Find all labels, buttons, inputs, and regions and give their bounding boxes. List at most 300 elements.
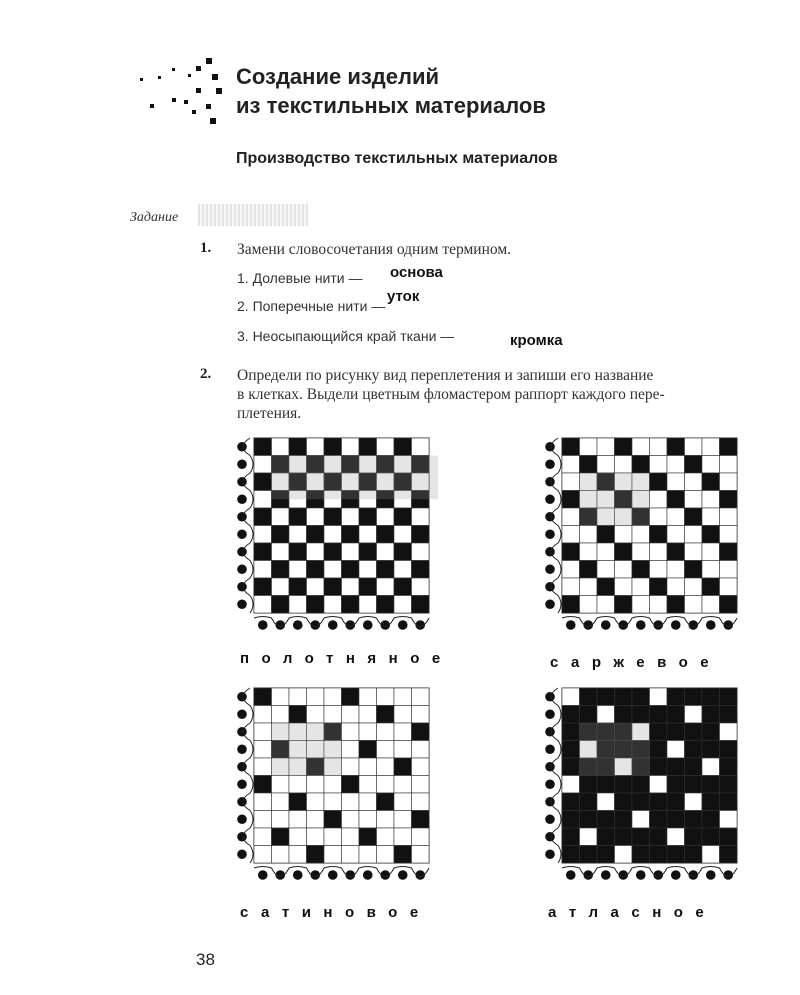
weave-cell xyxy=(254,846,272,864)
rapport-highlight xyxy=(580,473,650,526)
weave-cell xyxy=(615,438,633,456)
weave-cell xyxy=(289,526,307,544)
weft-thread-dot xyxy=(545,832,555,842)
weave-cell xyxy=(720,758,738,776)
question-2-number: 2. xyxy=(200,366,212,382)
weave-cell xyxy=(650,473,668,491)
weave-cell xyxy=(359,741,377,759)
term-line-1: 1. Долевые нити — xyxy=(237,270,363,286)
weave-cell xyxy=(562,473,580,491)
weave-cell xyxy=(720,793,738,811)
weave-cell xyxy=(632,688,650,706)
weave-cell xyxy=(254,456,272,474)
weave-cell xyxy=(720,561,738,579)
weave-cell xyxy=(342,578,360,596)
warp-thread-dot xyxy=(363,620,373,630)
answer-cells-atlas[interactable]: атласное xyxy=(548,904,717,921)
weave-cell xyxy=(359,706,377,724)
weave-cell xyxy=(667,723,685,741)
weft-thread-dot xyxy=(237,547,247,557)
weave-cell xyxy=(720,846,738,864)
weave-cell xyxy=(254,596,272,614)
weave-cell xyxy=(667,846,685,864)
weave-cell xyxy=(359,578,377,596)
twill-weave-diagram xyxy=(540,432,746,632)
weave-cell xyxy=(650,723,668,741)
weave-cell xyxy=(272,846,290,864)
weft-thread-dot xyxy=(237,582,247,592)
weave-cell xyxy=(702,828,720,846)
weave-cell xyxy=(307,776,325,794)
weft-thread-dot xyxy=(545,582,555,592)
section-subtitle: Производство текстильных материалов xyxy=(236,150,558,167)
weave-cell xyxy=(377,741,395,759)
weave-cell xyxy=(632,561,650,579)
weft-thread-dot xyxy=(545,762,555,772)
weave-cell xyxy=(667,758,685,776)
weave-cell xyxy=(685,758,703,776)
weave-cell xyxy=(289,596,307,614)
weave-cell xyxy=(412,526,430,544)
warp-thread-dot xyxy=(566,620,576,630)
weft-thread-dot xyxy=(545,599,555,609)
weave-cell xyxy=(615,596,633,614)
weave-cell xyxy=(650,526,668,544)
page-number: 38 xyxy=(196,950,215,969)
weft-thread-dot xyxy=(237,762,247,772)
weave-cell xyxy=(412,438,430,456)
weave-cell xyxy=(720,508,738,526)
weave-cell xyxy=(342,793,360,811)
weave-cell xyxy=(685,473,703,491)
weave-cell xyxy=(632,438,650,456)
weave-cell xyxy=(272,706,290,724)
weave-cell xyxy=(377,578,395,596)
weave-cell xyxy=(359,723,377,741)
weave-cell xyxy=(580,456,598,474)
weave-cell xyxy=(342,758,360,776)
weave-cell xyxy=(650,438,668,456)
weave-cell xyxy=(720,456,738,474)
weave-cell xyxy=(342,543,360,561)
weave-cell xyxy=(597,828,615,846)
weave-cell xyxy=(685,543,703,561)
weave-cell xyxy=(562,723,580,741)
warp-thread-dot xyxy=(706,620,716,630)
page-title xyxy=(236,62,546,120)
answer-field-1[interactable]: основа xyxy=(390,264,443,281)
weave-cell xyxy=(702,723,720,741)
weave-cell xyxy=(359,543,377,561)
question-1-number: 1. xyxy=(200,240,212,256)
weave-cell xyxy=(254,793,272,811)
weave-cell xyxy=(685,846,703,864)
weave-cell xyxy=(359,758,377,776)
rapport-highlight xyxy=(272,456,439,500)
weave-cell xyxy=(562,491,580,509)
weave-cell xyxy=(720,723,738,741)
weave-cell xyxy=(324,526,342,544)
question-1-text: Замени словосочетания одним термином. xyxy=(237,241,512,258)
weave-cell xyxy=(650,846,668,864)
weave-cell xyxy=(394,811,412,829)
weave-cell xyxy=(307,561,325,579)
answer-cells-satin[interactable]: сатиновое xyxy=(240,904,431,921)
weave-cell xyxy=(650,688,668,706)
weave-cell xyxy=(615,456,633,474)
weave-cell xyxy=(720,526,738,544)
weave-cell xyxy=(562,596,580,614)
weave-cell xyxy=(685,688,703,706)
weave-cell xyxy=(377,828,395,846)
weave-cell xyxy=(650,491,668,509)
weave-cell xyxy=(580,438,598,456)
weave-cell xyxy=(562,456,580,474)
weft-thread-dot xyxy=(237,709,247,719)
weave-cell xyxy=(702,688,720,706)
weave-cell xyxy=(289,688,307,706)
weave-cell xyxy=(720,706,738,724)
weave-cell xyxy=(702,578,720,596)
weave-cell xyxy=(632,706,650,724)
weft-thread-dot xyxy=(237,599,247,609)
weave-cell xyxy=(615,846,633,864)
warp-thread-dot xyxy=(363,870,373,880)
weave-cell xyxy=(342,723,360,741)
weave-cell xyxy=(412,828,430,846)
weave-cell xyxy=(667,473,685,491)
weave-cell xyxy=(597,776,615,794)
weave-cell xyxy=(650,811,668,829)
weave-cell xyxy=(597,706,615,724)
warp-thread-dot xyxy=(328,870,338,880)
weave-cell xyxy=(597,811,615,829)
weave-cell xyxy=(342,508,360,526)
weave-cell xyxy=(632,846,650,864)
weave-cell xyxy=(254,438,272,456)
weave-cell xyxy=(597,438,615,456)
warp-thread-dot xyxy=(328,620,338,630)
weave-cell xyxy=(685,811,703,829)
warp-thread-dot xyxy=(566,870,576,880)
weave-cell xyxy=(412,596,430,614)
weft-thread-dot xyxy=(237,477,247,487)
weave-cell xyxy=(377,596,395,614)
weave-cell xyxy=(272,526,290,544)
weave-cell xyxy=(720,688,738,706)
weave-cell xyxy=(685,438,703,456)
weave-cell xyxy=(650,508,668,526)
weave-cell xyxy=(342,776,360,794)
weave-cell xyxy=(272,776,290,794)
weave-cell xyxy=(650,828,668,846)
weave-cell xyxy=(685,723,703,741)
weave-cell xyxy=(272,438,290,456)
weave-cell xyxy=(580,811,598,829)
weave-cell xyxy=(254,758,272,776)
weave-cell xyxy=(702,811,720,829)
weave-cell xyxy=(632,776,650,794)
weave-cell xyxy=(377,776,395,794)
weave-cell xyxy=(580,706,598,724)
weave-cell xyxy=(720,776,738,794)
weave-cell xyxy=(667,491,685,509)
warp-thread-dot xyxy=(293,870,303,880)
weave-cell xyxy=(254,811,272,829)
weave-cell xyxy=(685,456,703,474)
weave-cell xyxy=(667,811,685,829)
weave-cell xyxy=(272,811,290,829)
weave-cell xyxy=(562,741,580,759)
weave-cell xyxy=(720,596,738,614)
weave-cell xyxy=(324,706,342,724)
weave-cell xyxy=(307,793,325,811)
weave-cell xyxy=(720,828,738,846)
weave-cell xyxy=(562,793,580,811)
weave-cell xyxy=(394,438,412,456)
weave-cell xyxy=(650,543,668,561)
weave-cell xyxy=(667,596,685,614)
warp-thread-dot xyxy=(601,870,611,880)
weave-cell xyxy=(307,438,325,456)
task-label: Задание xyxy=(130,210,179,225)
weave-cell xyxy=(597,688,615,706)
weft-thread-dot xyxy=(545,529,555,539)
weave-cell xyxy=(702,473,720,491)
weave-cell xyxy=(685,491,703,509)
weave-cell xyxy=(359,508,377,526)
warp-thread-dot xyxy=(636,870,646,880)
weave-cell xyxy=(562,688,580,706)
weave-cell xyxy=(412,793,430,811)
weave-cell xyxy=(562,561,580,579)
weave-cell xyxy=(272,828,290,846)
warp-thread-dot xyxy=(636,620,646,630)
term-line-3: 3. Неосыпающийся край ткани — xyxy=(237,328,455,344)
weave-cell xyxy=(324,811,342,829)
answer-field-3[interactable]: кромка xyxy=(510,332,563,349)
weave-cell xyxy=(394,578,412,596)
title-line-1: Создание изделий xyxy=(236,64,440,89)
weave-cell xyxy=(597,578,615,596)
weave-cell xyxy=(597,456,615,474)
weave-cell xyxy=(324,776,342,794)
weave-cell xyxy=(702,508,720,526)
weft-thread-dot xyxy=(545,709,555,719)
weave-cell xyxy=(580,846,598,864)
weave-cell xyxy=(377,526,395,544)
weft-thread-dot xyxy=(545,814,555,824)
answer-cells-plain[interactable]: полотняное xyxy=(240,650,453,667)
weft-thread-dot xyxy=(237,692,247,702)
weave-cell xyxy=(702,456,720,474)
weft-thread-dot xyxy=(237,442,247,452)
atlas-weave-diagram xyxy=(540,682,746,882)
weave-cell xyxy=(685,526,703,544)
weave-cell xyxy=(702,561,720,579)
weave-cell xyxy=(324,578,342,596)
weft-thread-dot xyxy=(545,744,555,754)
weave-cell xyxy=(650,596,668,614)
weave-cell xyxy=(412,811,430,829)
weft-thread-dot xyxy=(545,779,555,789)
task-number-stamp xyxy=(198,204,308,226)
weave-cell xyxy=(580,793,598,811)
weave-cell xyxy=(307,508,325,526)
weave-cell xyxy=(254,828,272,846)
weave-cell xyxy=(632,828,650,846)
weave-cell xyxy=(562,846,580,864)
weave-cell xyxy=(307,526,325,544)
weave-cell xyxy=(632,543,650,561)
weave-cell xyxy=(667,828,685,846)
weave-cell xyxy=(685,508,703,526)
weave-cell xyxy=(342,741,360,759)
weave-cell xyxy=(342,596,360,614)
weave-cell xyxy=(359,438,377,456)
weave-cell xyxy=(412,688,430,706)
weave-cell xyxy=(650,793,668,811)
weave-cell xyxy=(667,793,685,811)
weave-cell xyxy=(254,776,272,794)
weft-thread-dot xyxy=(237,494,247,504)
weave-cell xyxy=(254,561,272,579)
weave-cell xyxy=(394,758,412,776)
weave-cell xyxy=(289,776,307,794)
weft-thread-dot xyxy=(545,512,555,522)
weave-cell xyxy=(597,846,615,864)
weave-cell xyxy=(615,543,633,561)
weave-cell xyxy=(289,561,307,579)
weave-cell xyxy=(615,706,633,724)
answer-field-2[interactable]: уток xyxy=(387,288,420,305)
weave-cell xyxy=(720,578,738,596)
weave-cell xyxy=(580,828,598,846)
weave-cell xyxy=(359,776,377,794)
weave-cell xyxy=(685,578,703,596)
weft-thread-dot xyxy=(545,477,555,487)
weave-cell xyxy=(254,688,272,706)
weave-cell xyxy=(412,706,430,724)
weave-cell xyxy=(597,561,615,579)
weave-cell xyxy=(632,526,650,544)
weave-cell xyxy=(562,543,580,561)
weave-cell xyxy=(562,758,580,776)
rapport-highlight xyxy=(580,723,650,776)
weave-cell xyxy=(359,846,377,864)
weave-cell xyxy=(702,543,720,561)
weave-cell xyxy=(324,596,342,614)
weft-thread-dot xyxy=(545,849,555,859)
weave-cell xyxy=(377,706,395,724)
weave-cell xyxy=(394,561,412,579)
weave-cell xyxy=(254,723,272,741)
weave-cell xyxy=(254,508,272,526)
weave-cell xyxy=(412,846,430,864)
weave-cell xyxy=(272,793,290,811)
weave-cell xyxy=(289,828,307,846)
weave-cell xyxy=(342,811,360,829)
weave-cell xyxy=(562,811,580,829)
weave-cell xyxy=(650,741,668,759)
weave-cell xyxy=(307,706,325,724)
weave-cell xyxy=(377,846,395,864)
weave-cell xyxy=(377,561,395,579)
warp-thread-dot xyxy=(398,620,408,630)
weft-thread-dot xyxy=(237,779,247,789)
weave-cell xyxy=(632,793,650,811)
weft-thread-dot xyxy=(545,564,555,574)
weave-cell xyxy=(272,596,290,614)
weft-thread-dot xyxy=(237,529,247,539)
weave-cell xyxy=(650,561,668,579)
weave-cell xyxy=(702,438,720,456)
weave-cell xyxy=(342,526,360,544)
plain-weave-diagram xyxy=(232,432,438,632)
weave-cell xyxy=(632,596,650,614)
weave-cell xyxy=(394,723,412,741)
weave-cell xyxy=(615,811,633,829)
weave-cell xyxy=(562,438,580,456)
weave-cell xyxy=(562,578,580,596)
weave-cell xyxy=(254,491,272,509)
weave-cell xyxy=(412,543,430,561)
weft-thread-dot xyxy=(237,564,247,574)
warp-thread-dot xyxy=(601,620,611,630)
weave-cell xyxy=(412,508,430,526)
weave-cell xyxy=(632,811,650,829)
weave-cell xyxy=(254,526,272,544)
weave-cell xyxy=(394,543,412,561)
weave-cell xyxy=(667,438,685,456)
weave-cell xyxy=(412,741,430,759)
weave-cell xyxy=(580,578,598,596)
weave-cell xyxy=(615,776,633,794)
weave-cell xyxy=(254,741,272,759)
weft-thread-dot xyxy=(545,692,555,702)
weave-cell xyxy=(580,526,598,544)
weave-cell xyxy=(562,706,580,724)
weave-cell xyxy=(307,811,325,829)
weave-cell xyxy=(307,596,325,614)
weave-cell xyxy=(324,846,342,864)
question-2-line-1: Определи по рисунку вид переплетения и запиши его название xyxy=(237,367,654,384)
weave-cell xyxy=(254,473,272,491)
weave-cell xyxy=(377,543,395,561)
weave-cell xyxy=(720,543,738,561)
weave-cell xyxy=(597,793,615,811)
weave-cell xyxy=(685,828,703,846)
weave-cell xyxy=(650,578,668,596)
weave-cell xyxy=(667,508,685,526)
question-2-text xyxy=(237,366,785,423)
weft-thread-dot xyxy=(545,494,555,504)
answer-cells-twill[interactable]: саржевое xyxy=(550,654,722,671)
title-line-2: из текстильных материалов xyxy=(236,93,546,118)
weave-cell xyxy=(272,688,290,706)
weave-cell xyxy=(359,811,377,829)
weave-cell xyxy=(289,846,307,864)
term-line-2: 2. Поперечные нити — xyxy=(237,298,386,314)
weave-cell xyxy=(359,793,377,811)
weave-cell xyxy=(289,706,307,724)
weave-cell xyxy=(412,561,430,579)
satin-weave-diagram xyxy=(232,682,438,882)
weave-cell xyxy=(615,688,633,706)
weave-cell xyxy=(324,793,342,811)
warp-thread-dot xyxy=(258,620,268,630)
weave-cell xyxy=(324,561,342,579)
